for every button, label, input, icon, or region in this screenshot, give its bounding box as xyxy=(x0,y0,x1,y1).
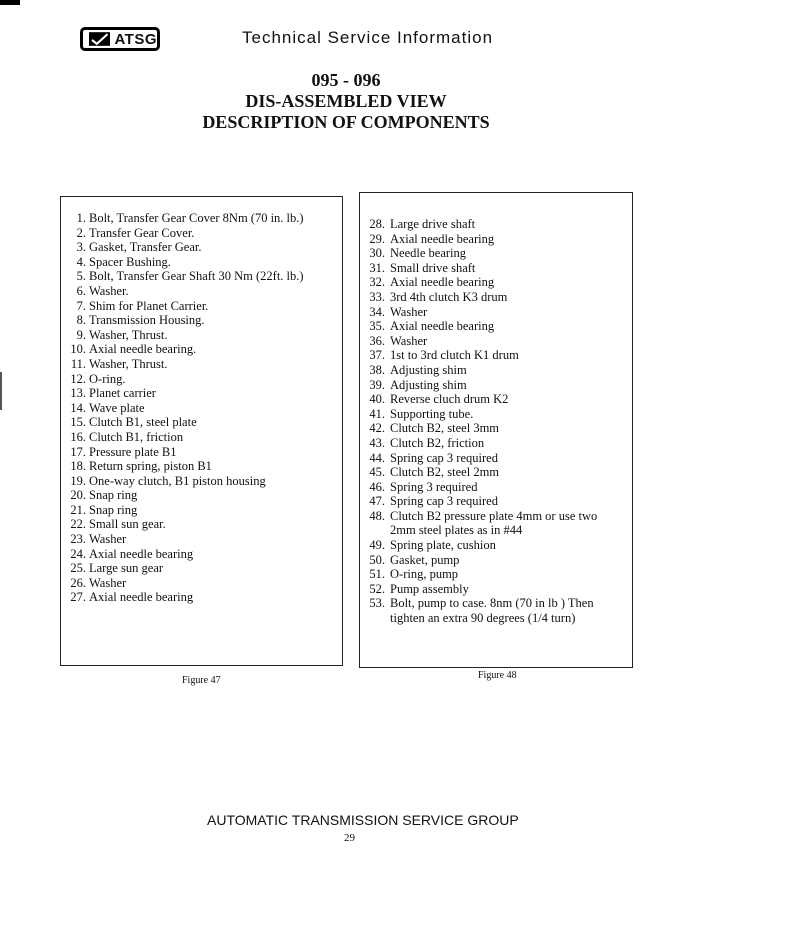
component-description: Large drive shaft xyxy=(390,217,476,231)
component-item xyxy=(70,503,340,518)
component-item xyxy=(367,378,629,393)
component-description: Large sun gear xyxy=(89,561,164,576)
component-item xyxy=(367,305,629,320)
component-item xyxy=(367,451,629,466)
component-item xyxy=(367,407,629,422)
component-item xyxy=(70,284,340,299)
component-number: 3. xyxy=(76,240,86,255)
component-item xyxy=(367,465,629,480)
component-description: One-way clutch, B1 piston housing xyxy=(89,473,266,488)
component-description: Bolt, Transfer Gear Cover 8Nm (70 in. lb.) xyxy=(89,211,304,225)
component-description: Washer xyxy=(390,333,428,348)
component-item xyxy=(70,517,340,532)
component-number: 24. xyxy=(70,546,86,561)
component-description: Axial needle bearing xyxy=(390,231,495,246)
logo-text: ATSG xyxy=(114,30,157,48)
component-description: Spacer Bushing. xyxy=(89,254,171,269)
title-view: DIS-ASSEMBLED VIEW xyxy=(245,91,447,111)
component-description: Washer xyxy=(89,575,127,590)
component-number: 45. xyxy=(369,465,385,480)
component-item xyxy=(70,226,340,241)
component-number: 7. xyxy=(76,298,86,313)
component-number: 21. xyxy=(70,502,86,517)
component-item xyxy=(367,567,629,582)
component-description: Axial needle bearing. xyxy=(89,342,197,357)
component-number: 11. xyxy=(70,356,86,371)
component-description: Reverse cluch drum K2 xyxy=(390,392,509,407)
title-model: 095 - 096 xyxy=(311,70,381,90)
checkmark-icon xyxy=(89,32,110,46)
component-number: 28. xyxy=(369,217,385,231)
component-number: 26. xyxy=(70,575,86,590)
component-description: Axial needle bearing xyxy=(89,546,194,561)
component-item xyxy=(70,342,340,357)
component-item xyxy=(70,590,340,605)
component-description: Clutch B2, friction xyxy=(390,435,485,450)
component-item xyxy=(70,474,340,489)
figure-48-caption: Figure 48 xyxy=(478,670,517,681)
component-item xyxy=(367,348,629,363)
component-description: 1st to 3rd clutch K1 drum xyxy=(390,348,519,363)
component-number: 36. xyxy=(369,333,385,348)
component-item xyxy=(70,488,340,503)
component-item xyxy=(367,261,629,276)
component-number: 38. xyxy=(369,362,385,377)
component-description: Pressure plate B1 xyxy=(89,444,177,459)
component-item xyxy=(70,415,340,430)
component-item xyxy=(70,532,340,547)
component-description: Spring plate, cushion xyxy=(390,538,496,553)
component-description: Washer xyxy=(89,532,127,547)
component-item xyxy=(70,269,340,284)
component-description: Clutch B1, steel plate xyxy=(89,415,197,430)
component-description: Axial needle bearing xyxy=(89,590,194,605)
component-item xyxy=(367,538,629,553)
component-item xyxy=(367,553,629,568)
page-number: 29 xyxy=(344,832,355,844)
component-number: 35. xyxy=(369,319,385,334)
document-title xyxy=(0,70,692,133)
component-number: 47. xyxy=(369,494,385,509)
component-item xyxy=(367,392,629,407)
component-description: O-ring, pump xyxy=(390,567,459,582)
component-number: 5. xyxy=(76,269,86,284)
component-number: 33. xyxy=(369,289,385,304)
component-number: 46. xyxy=(369,479,385,494)
component-number: 19. xyxy=(70,473,86,488)
component-number: 6. xyxy=(76,283,86,298)
component-number: 4. xyxy=(76,254,86,269)
component-number: 31. xyxy=(369,260,385,275)
component-number: 8. xyxy=(76,313,86,328)
component-description: Planet carrier xyxy=(89,386,156,401)
component-description: Supporting tube. xyxy=(390,406,474,421)
component-item xyxy=(367,582,629,597)
component-item xyxy=(70,386,340,401)
figure-47-caption: Figure 47 xyxy=(182,675,221,686)
component-number: 44. xyxy=(369,450,385,465)
component-number: 53. xyxy=(369,596,385,611)
component-item xyxy=(367,494,629,509)
component-number: 50. xyxy=(369,552,385,567)
component-description: Transmission Housing. xyxy=(89,313,205,328)
component-item xyxy=(367,480,629,495)
component-number: 39. xyxy=(369,377,385,392)
component-description: Clutch B2 pressure plate 4mm or use two 2mm steel plates as in #44 xyxy=(390,508,598,538)
component-item xyxy=(70,430,340,445)
component-description: Adjusting shim xyxy=(390,377,467,392)
footer-org: AUTOMATIC TRANSMISSION SERVICE GROUP xyxy=(207,812,519,828)
component-description: Small drive shaft xyxy=(390,260,476,275)
component-description: Clutch B2, steel 3mm xyxy=(390,421,500,436)
component-description: Clutch B2, steel 2mm xyxy=(390,465,500,480)
component-item xyxy=(70,328,340,343)
component-item xyxy=(367,217,629,232)
component-item xyxy=(70,313,340,328)
component-item xyxy=(367,421,629,436)
component-number: 18. xyxy=(70,459,86,474)
component-number: 30. xyxy=(369,246,385,261)
component-number: 34. xyxy=(369,304,385,319)
component-item xyxy=(367,509,629,538)
component-item xyxy=(70,299,340,314)
component-description: Washer xyxy=(390,304,428,319)
component-item xyxy=(367,275,629,290)
component-number: 17. xyxy=(70,444,86,459)
component-number: 37. xyxy=(369,348,385,363)
component-number: 12. xyxy=(70,371,86,386)
component-item xyxy=(70,211,340,226)
component-item xyxy=(367,246,629,261)
component-description: Small sun gear. xyxy=(89,517,166,532)
component-item xyxy=(70,255,340,270)
component-number: 52. xyxy=(369,581,385,596)
component-number: 10. xyxy=(70,342,86,357)
component-number: 13. xyxy=(70,386,86,401)
component-number: 1. xyxy=(76,211,86,225)
component-item xyxy=(70,459,340,474)
scan-edge-mark xyxy=(0,372,2,410)
component-number: 43. xyxy=(369,435,385,450)
component-description: Axial needle bearing xyxy=(390,319,495,334)
component-item xyxy=(70,372,340,387)
component-number: 32. xyxy=(369,275,385,290)
component-description: Spring cap 3 required xyxy=(390,494,498,509)
component-number: 16. xyxy=(70,429,86,444)
component-item xyxy=(367,334,629,349)
component-number: 40. xyxy=(369,392,385,407)
component-description: O-ring. xyxy=(89,371,126,386)
component-number: 29. xyxy=(369,231,385,246)
component-description: Axial needle bearing xyxy=(390,275,495,290)
title-description: DESCRIPTION OF COMPONENTS xyxy=(202,112,490,132)
component-description: Snap ring xyxy=(89,488,138,503)
component-number: 2. xyxy=(76,225,86,240)
component-number: 27. xyxy=(70,590,86,605)
component-description: Snap ring xyxy=(89,502,138,517)
component-description: Washer. xyxy=(89,283,129,298)
component-item xyxy=(70,445,340,460)
component-number: 48. xyxy=(369,508,385,523)
component-item xyxy=(367,596,629,625)
component-number: 49. xyxy=(369,538,385,553)
component-item xyxy=(367,290,629,305)
component-number: 9. xyxy=(76,327,86,342)
component-item xyxy=(367,436,629,451)
component-item xyxy=(70,561,340,576)
component-number: 51. xyxy=(369,567,385,582)
component-description: Gasket, pump xyxy=(390,552,460,567)
scan-corner-mark xyxy=(0,0,20,5)
components-list-left xyxy=(70,211,340,605)
component-description: Bolt, pump to case. 8nm (70 in lb ) Then tighten an extra 90 degrees (1/4 turn) xyxy=(390,596,594,626)
component-item xyxy=(70,401,340,416)
component-number: 25. xyxy=(70,561,86,576)
component-number: 41. xyxy=(369,406,385,421)
component-description: Shim for Planet Carrier. xyxy=(89,298,209,313)
component-number: 22. xyxy=(70,517,86,532)
component-description: Washer, Thrust. xyxy=(89,327,168,342)
component-item xyxy=(70,576,340,591)
component-item xyxy=(70,357,340,372)
component-number: 42. xyxy=(369,421,385,436)
component-number: 20. xyxy=(70,488,86,503)
component-item xyxy=(367,319,629,334)
header-title: Technical Service Information xyxy=(242,28,494,47)
component-description: Needle bearing xyxy=(390,246,467,261)
component-description: 3rd 4th clutch K3 drum xyxy=(390,289,508,304)
component-description: Spring 3 required xyxy=(390,479,478,494)
component-description: Transfer Gear Cover. xyxy=(89,225,195,240)
component-description: Pump assembly xyxy=(390,581,469,596)
component-description: Adjusting shim xyxy=(390,362,467,377)
component-description: Wave plate xyxy=(89,400,145,415)
components-list-right xyxy=(367,217,629,626)
component-number: 15. xyxy=(70,415,86,430)
component-description: Return spring, piston B1 xyxy=(89,459,212,474)
component-description: Clutch B1, friction xyxy=(89,429,184,444)
component-description: Washer, Thrust. xyxy=(89,356,168,371)
component-item xyxy=(367,232,629,247)
component-number: 23. xyxy=(70,532,86,547)
component-description: Spring cap 3 required xyxy=(390,450,498,465)
component-item xyxy=(70,240,340,255)
component-item xyxy=(70,547,340,562)
component-description: Gasket, Transfer Gear. xyxy=(89,240,202,255)
component-description: Bolt, Transfer Gear Shaft 30 Nm (22ft. lb.) xyxy=(89,269,304,284)
component-number: 14. xyxy=(70,400,86,415)
atsg-logo xyxy=(80,27,160,51)
component-item xyxy=(367,363,629,378)
